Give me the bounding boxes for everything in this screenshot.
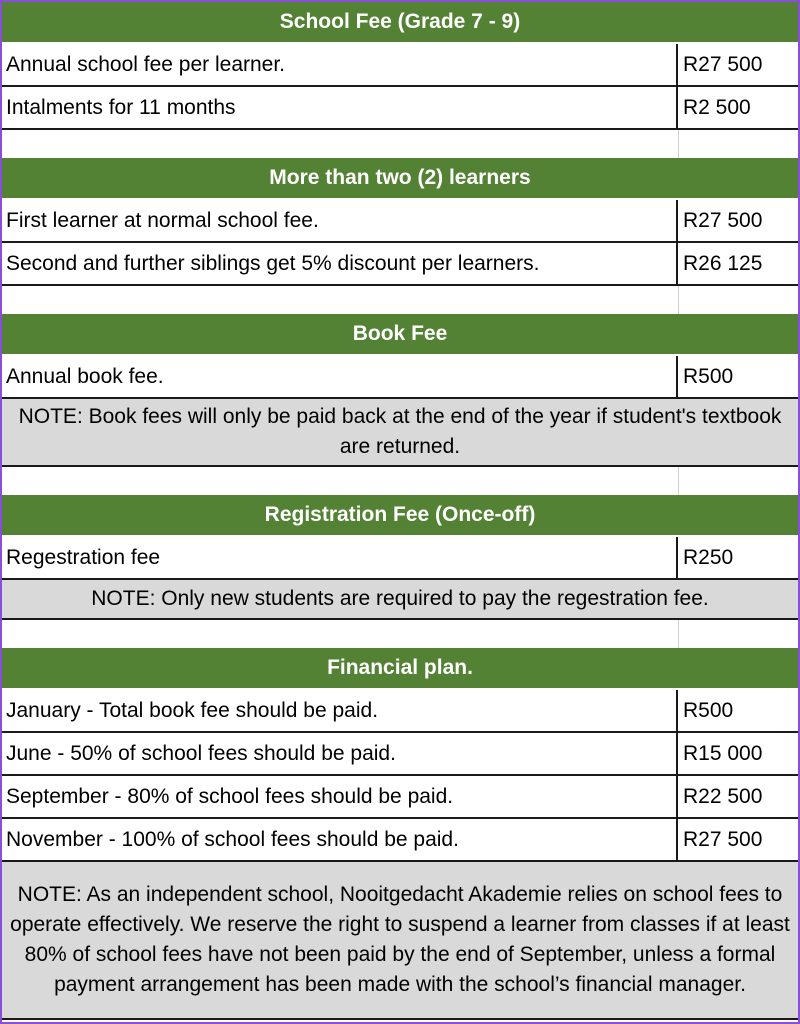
table-row (2, 356, 798, 399)
row-amount: R27 500 (683, 208, 763, 232)
table-row (2, 243, 798, 286)
note-financial-plan: NOTE: As an independent school, Nooitgedacht Akademie relies on school fees to operate effectively. We reserve the right to suspend a learner from classes if at least 80% of school fees have not been paid by the end of September, unless a formal payment arrangement has been made with the school’s financial manager. (2, 862, 798, 1020)
table-row (2, 733, 798, 776)
note-registration: NOTE: Only new students are required to pay the regestration fee. (2, 580, 798, 620)
row-amount: R250 (683, 545, 734, 569)
row-amount: R26 125 (683, 251, 763, 275)
section-header-book-fee: Book Fee (2, 314, 798, 356)
section-header-school-fee: School Fee (Grade 7 - 9) (2, 2, 798, 44)
spacer-row (2, 130, 798, 158)
row-label: November - 100% of school fees should be paid. (2, 819, 678, 860)
section-header-siblings: More than two (2) learners (2, 158, 798, 200)
section-header-financial-plan: Financial plan. (2, 648, 798, 690)
table-row (2, 537, 798, 580)
row-label: Second and further siblings get 5% discount per learners. (2, 243, 678, 284)
row-label: Intalments for 11 months (2, 87, 678, 128)
table-row (2, 776, 798, 819)
note-book-fee: NOTE: Book fees will only be paid back at the end of the year if student's textbook are returned. (2, 399, 798, 467)
row-amount: R27 500 (683, 827, 763, 851)
spacer-row (2, 286, 798, 314)
section-header-registration: Registration Fee (Once-off) (2, 495, 798, 537)
row-label: September - 80% of school fees should be paid. (2, 776, 678, 817)
row-label: Annual school fee per learner. (2, 44, 678, 85)
row-amount: R500 (683, 698, 734, 722)
row-amount: R22 500 (683, 784, 763, 808)
row-label: Annual book fee. (2, 356, 678, 397)
table-row (2, 200, 798, 243)
spacer-row (2, 620, 798, 648)
row-amount: R27 500 (683, 52, 763, 76)
row-amount: R15 000 (683, 741, 763, 765)
table-row (2, 44, 798, 87)
table-row (2, 87, 798, 130)
row-label: Regestration fee (2, 537, 678, 578)
row-label: June - 50% of school fees should be paid. (2, 733, 678, 774)
row-amount: R2 500 (683, 95, 751, 119)
row-label: January - Total book fee should be paid. (2, 690, 678, 731)
spacer-row (2, 467, 798, 495)
table-row (2, 690, 798, 733)
row-label: First learner at normal school fee. (2, 200, 678, 241)
table-row (2, 819, 798, 862)
row-amount: R500 (683, 364, 734, 388)
